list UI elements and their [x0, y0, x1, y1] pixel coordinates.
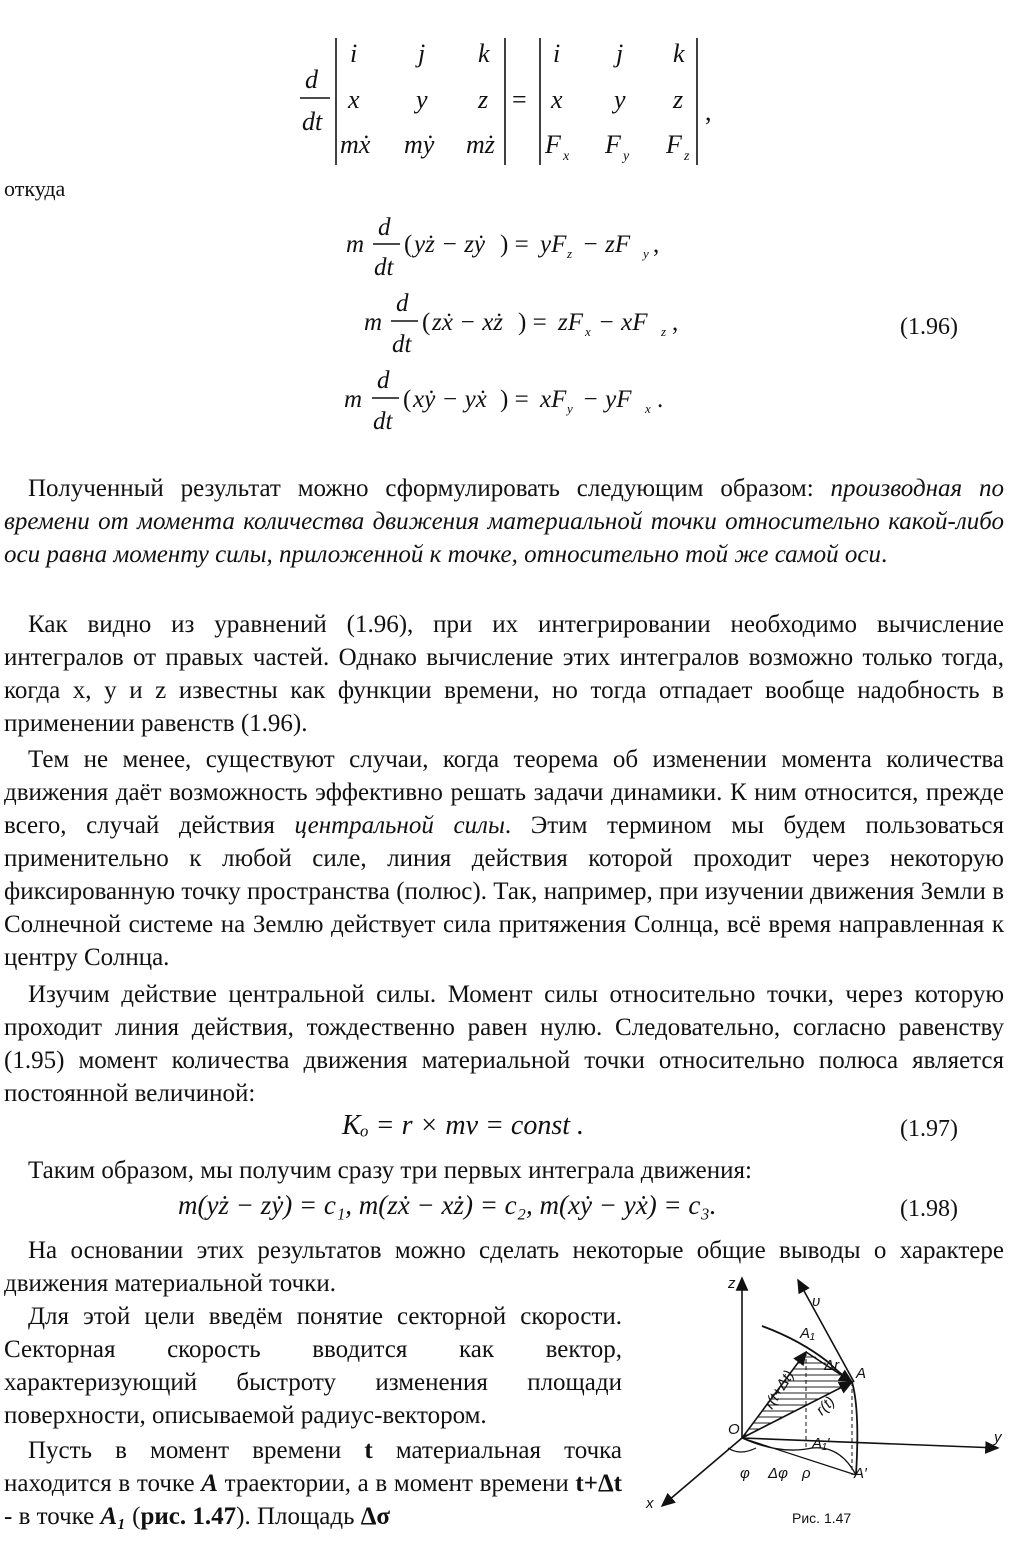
paragraph-4 — [4, 978, 1004, 1110]
formula-197: Kₒ = r × mv = const . — [342, 1110, 585, 1141]
svg-text:F: F — [666, 130, 682, 159]
svg-text:,: , — [705, 97, 712, 126]
paragraph-1-italic: производная по времени от момента количества движения материальной точки относительно какой-либо оси равна моменту силы, приложенной к точке, относительно той же самой оси — [4, 475, 1005, 568]
svg-text:mẋ: mẋ — [340, 130, 371, 159]
p8-c: траектории, а в момент времени — [217, 1470, 576, 1497]
label-A-prime: A′ — [854, 1465, 867, 1482]
svg-text:yż − zẏ: yż − zẏ — [414, 231, 486, 258]
svg-text:yF: yF — [540, 231, 567, 258]
paragraph-3-b: . Этим термином мы будем пользоваться применительно к любой силе, линия действия которой проходит через некоторую фиксированную точку пространства (полюс). Так, например, при изучении движения Земли в Солнечной системе на Землю действует сила притяжения Солнца, всё время направленная к центру Солнца. — [4, 812, 1004, 971]
svg-text:mẏ: mẏ — [404, 130, 435, 159]
label-phi: φ — [740, 1465, 750, 1482]
svg-text:y: y — [623, 149, 630, 164]
svg-text:k: k — [478, 39, 490, 68]
svg-text:− yF: − yF — [582, 386, 632, 413]
paragraph-5-text: Таким образом, мы получим сразу три первых интеграла движения: — [28, 1157, 752, 1184]
svg-text:y: y — [614, 85, 626, 114]
p8-A: A — [201, 1470, 218, 1497]
svg-text:dt: dt — [373, 408, 393, 435]
label-A1-prime: A₁′ — [812, 1435, 830, 1452]
paragraph-7 — [4, 1300, 622, 1432]
svg-text:(: ( — [404, 231, 413, 258]
p8-d: - в точке — [4, 1503, 101, 1530]
svg-text:z: z — [661, 324, 667, 339]
svg-text:F: F — [605, 130, 621, 159]
svg-text:) =: ) = — [518, 309, 547, 336]
label-rho: ρ — [802, 1465, 811, 1482]
paragraph-4-text: Изучим действие центральной силы. Момент силы относительно точки, через которую проходит линия действия, тождественно равен нулю. Следовательно, согласно равенству (1.95) момент количества движения материальной точки относительно полюса является постоянной величиной: — [4, 981, 1004, 1107]
svg-text:m: m — [346, 231, 365, 258]
svg-text:d: d — [305, 65, 318, 94]
svg-text:xF: xF — [540, 386, 567, 413]
label-y: y — [994, 1429, 1002, 1446]
svg-text:d: d — [377, 367, 390, 394]
svg-text:z: z — [673, 85, 684, 114]
p8-a: Пусть в момент времени — [28, 1437, 365, 1464]
intro-word: откуда — [4, 176, 66, 201]
label-A1: A₁ — [800, 1325, 815, 1342]
label-v: υ — [812, 1293, 821, 1310]
paragraph-3-italic: центральной силы — [294, 812, 505, 839]
svg-text:m: m — [344, 386, 363, 413]
svg-text:) =: ) = — [500, 386, 529, 413]
p8-e: ( — [125, 1503, 141, 1530]
paragraph-3 — [4, 743, 1004, 974]
svg-text:F: F — [545, 130, 561, 159]
paragraph-8 — [4, 1434, 622, 1533]
svg-text:=: = — [512, 85, 527, 114]
svg-text:xẏ − yẋ: xẏ − yẋ — [413, 386, 487, 413]
svg-text:m: m — [364, 309, 383, 336]
paragraph-2-text: Как видно из уравнений (1.96), при их интегрировании необходимо вычисление интегралов от правых частей. Однако вычисление этих интегралов возможно только тогда, когда x, y и z известны как функции времени, но тогда отпадает вообще надобность в применении равенств (1.96). — [4, 611, 1004, 737]
equation-number-196: (1.96) — [900, 314, 958, 340]
svg-text:x: x — [645, 401, 651, 416]
figure-1-47 — [640, 1270, 1010, 1550]
figure-caption: Рис. 1.47 — [792, 1510, 852, 1526]
svg-text:− zF: − zF — [582, 231, 631, 258]
svg-text:(: ( — [403, 386, 412, 413]
svg-text:y: y — [567, 401, 573, 416]
p8-A1: A₁ — [100, 1503, 126, 1530]
p8-t: t — [364, 1437, 373, 1464]
p8-sigma: Δσ — [360, 1503, 391, 1530]
svg-text:,: , — [653, 231, 660, 258]
svg-text:z: z — [684, 149, 690, 164]
label-r-t: r(t) — [812, 1393, 839, 1419]
label-r-t-dt: r(t+Δt) — [760, 1367, 798, 1413]
svg-text:mż: mż — [466, 130, 495, 159]
svg-text:.: . — [657, 386, 664, 413]
paragraph-7-text: Для этой цели введём понятие секторной скорости. Секторная скорость вводится как вектор, характеризующий быстроту изменения площади поверхности, описываемой радиус-вектором. — [4, 1303, 622, 1429]
label-z: z — [728, 1275, 736, 1292]
paragraph-1-plain: Полученный результат можно сформулировать следующим образом: — [28, 475, 831, 502]
svg-text:− xF: − xF — [598, 309, 648, 336]
determinant-formula — [0, 20, 1010, 180]
formula-198: m(yż − zẏ) = c₁, m(zẋ − xż) = c₂, m(xẏ − yẋ) = c₃. — [178, 1190, 717, 1220]
svg-text:z: z — [478, 85, 489, 114]
svg-text:x: x — [563, 149, 570, 164]
paragraph-1 — [4, 472, 1004, 571]
svg-text:,: , — [672, 309, 679, 336]
p8-tdt: t+Δt — [575, 1470, 622, 1497]
svg-text:i: i — [553, 39, 561, 68]
svg-text:x: x — [551, 85, 563, 114]
svg-text:dt: dt — [302, 107, 323, 136]
svg-text:zẋ − xż: zẋ − xż — [432, 309, 504, 336]
label-x: x — [646, 1495, 654, 1512]
label-A: A — [856, 1365, 867, 1382]
paragraph-1-end: . — [880, 541, 888, 568]
svg-text:x: x — [348, 85, 360, 114]
paragraph-2 — [4, 608, 1004, 740]
y-axis — [742, 1438, 998, 1448]
svg-text:j: j — [616, 39, 624, 68]
svg-text:(: ( — [422, 309, 431, 336]
equation-number-198: (1.98) — [900, 1196, 958, 1222]
svg-text:) =: ) = — [500, 231, 529, 258]
svg-text:i: i — [350, 39, 358, 68]
p8-f: ). Площадь — [236, 1503, 361, 1530]
paragraph-6-text: На основании этих результатов можно сделать некоторые общие выводы о характере движения материальной точки. — [4, 1237, 1004, 1297]
svg-text:d: d — [396, 290, 409, 317]
svg-text:dt: dt — [374, 254, 394, 281]
paragraph-5 — [4, 1154, 1004, 1187]
label-delta-r: Δr — [824, 1357, 840, 1374]
svg-text:y: y — [416, 85, 428, 114]
svg-text:zF: zF — [558, 309, 583, 336]
svg-text:dt: dt — [392, 331, 412, 358]
label-O: O — [728, 1421, 740, 1438]
p8-ref: рис. 1.47 — [140, 1503, 237, 1530]
label-delta-phi: Δφ — [768, 1465, 788, 1482]
p8-b: материальная точка находится в точке — [4, 1437, 622, 1497]
paragraph-3-a: Тем не менее, существуют случаи, когда теорема об изменении момента количества движения даёт возможность эффективно решать задачи динамики. К ним относится, прежде всего, случай действия — [4, 746, 1004, 839]
svg-text:k: k — [673, 39, 685, 68]
equation-system-196 — [0, 200, 1010, 440]
x-axis — [662, 1438, 742, 1506]
svg-text:z: z — [567, 246, 573, 261]
equation-number-197: (1.97) — [900, 1116, 958, 1142]
svg-text:d: d — [378, 214, 391, 241]
svg-text:j: j — [418, 39, 426, 68]
svg-text:x: x — [585, 324, 591, 339]
svg-text:y: y — [643, 246, 649, 261]
